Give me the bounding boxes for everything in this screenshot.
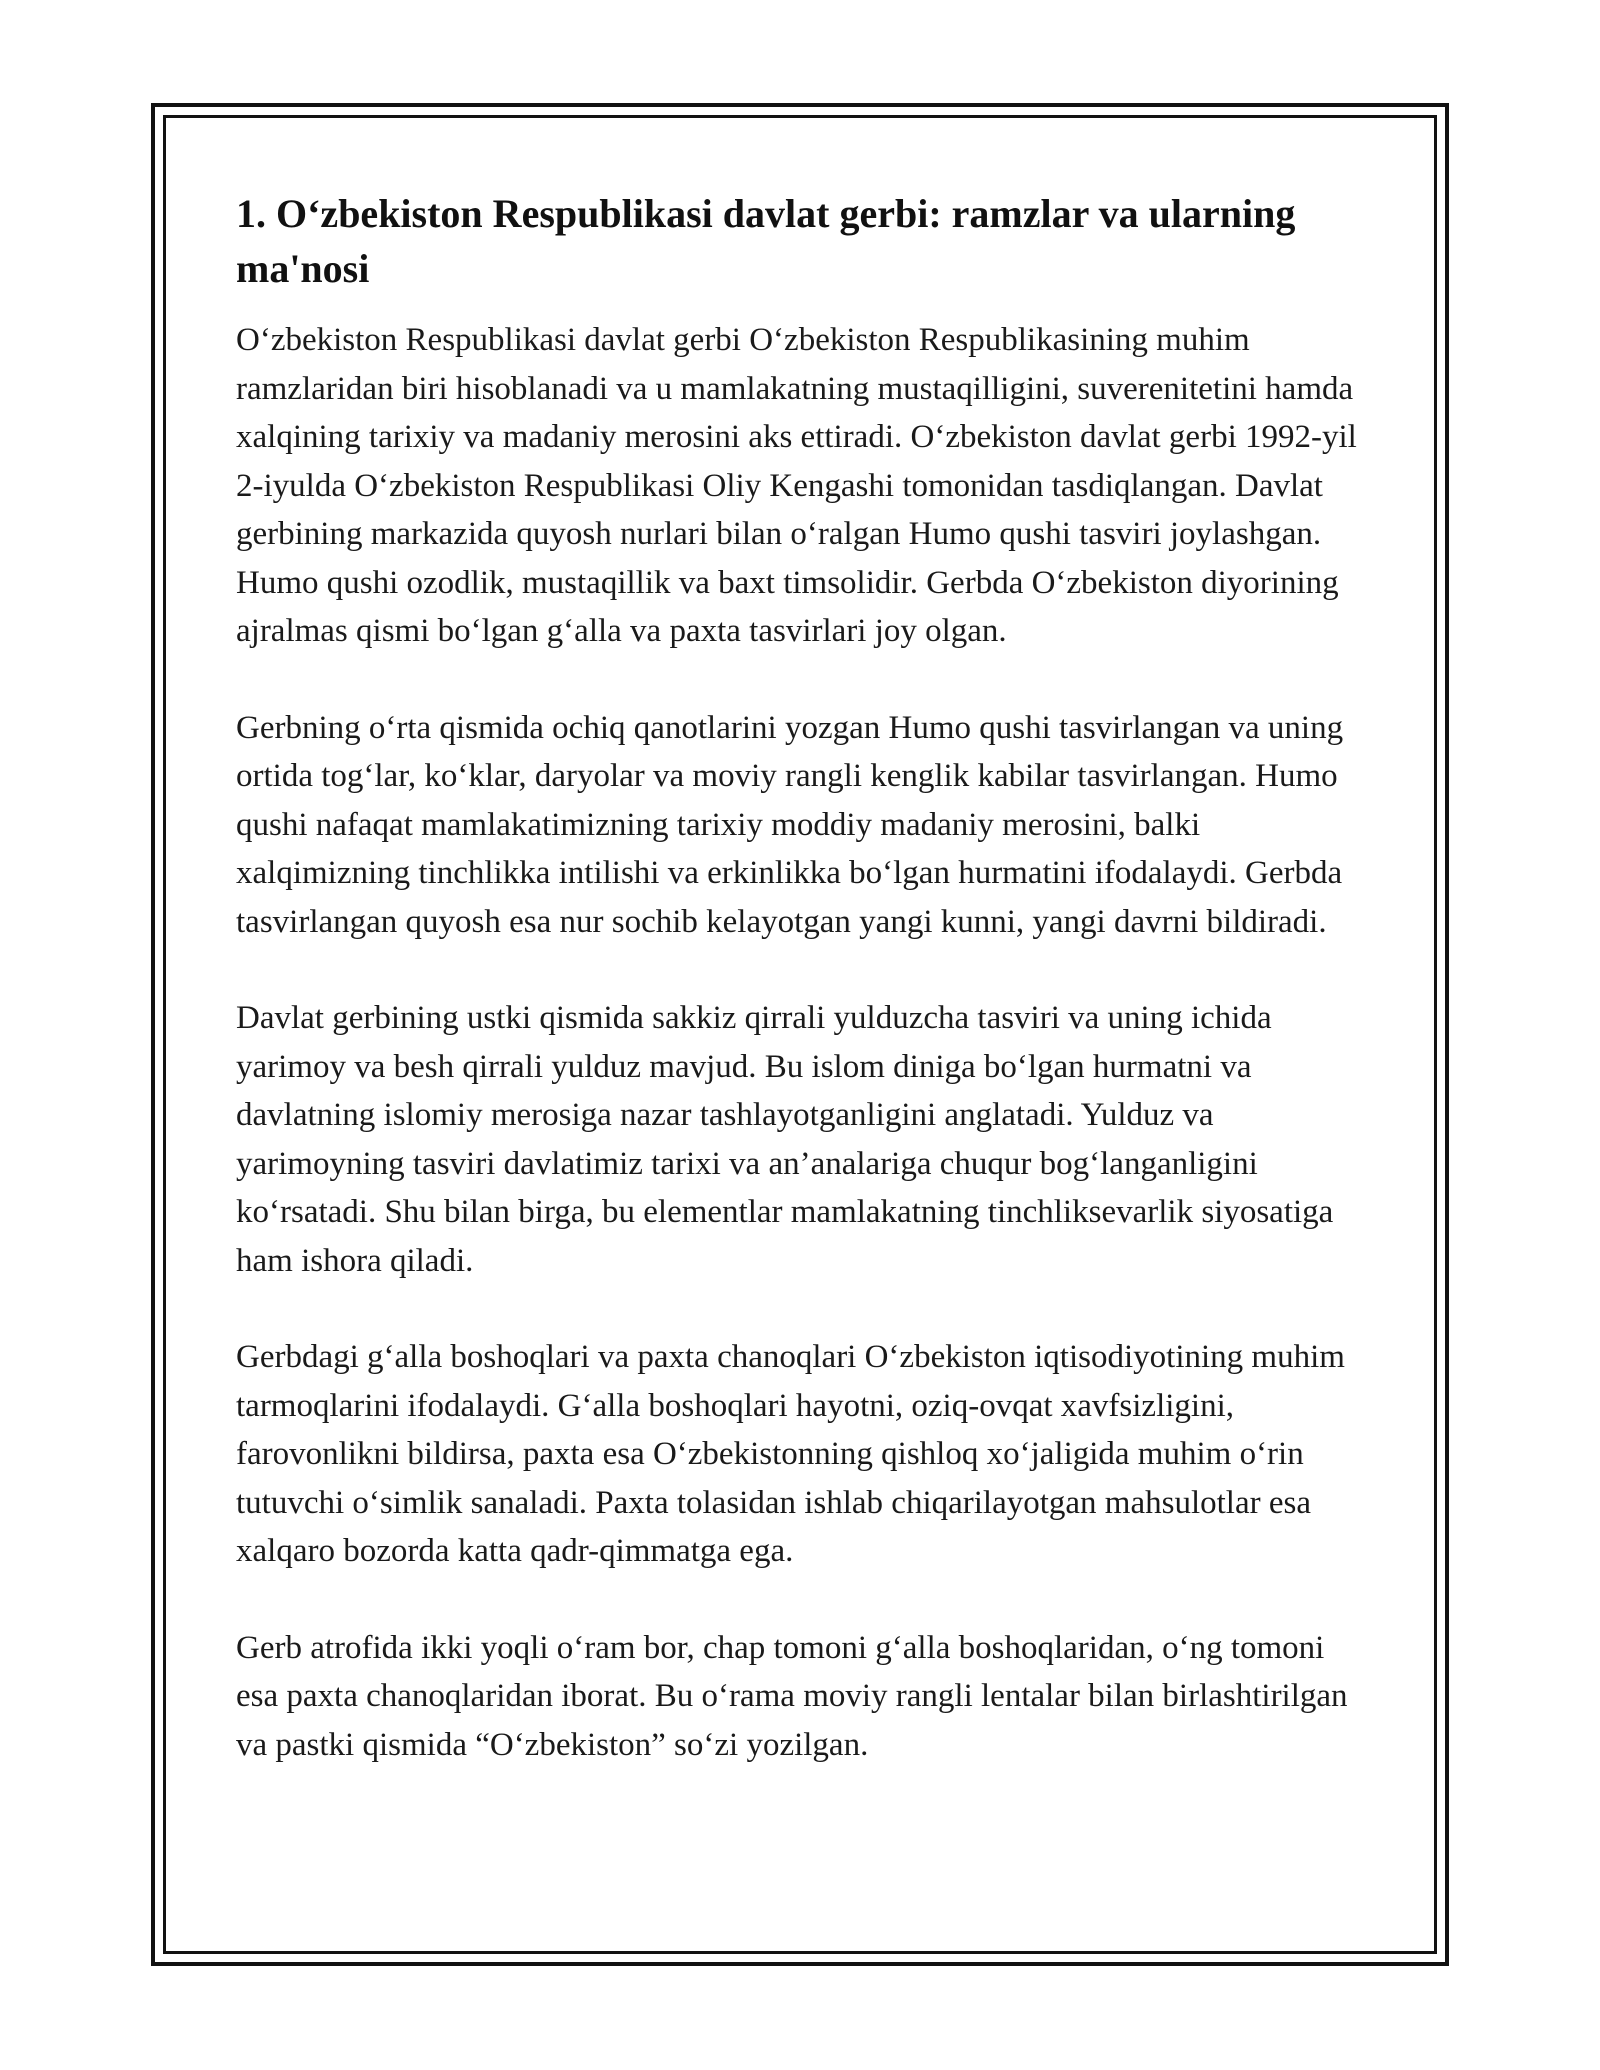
paragraph-2: Gerbning o‘rta qismida ochiq qanotlarini yozgan Humo qushi tasvirlangan va uning ortida tog‘lar, ko‘klar, daryolar va moviy rangli kenglik kabilar tasvirlangan. Humo qushi nafaqat mamlakatimizning tarixiy moddiy madaniy merosini, balki xalqimizning tinchlikka intilishi va erkinlikka bo‘lgan hurmatini ifodalaydi. Gerbda tasvirlangan quyosh esa nur sochib kelayotgan yangi kunni, yangi davrni bildiradi. <box>236 709 1344 940</box>
paragraph-5: Gerb atrofida ikki yoqli o‘ram bor, chap tomoni g‘alla boshoqlaridan, o‘ng tomoni esa paxta chanoqlaridan iborat. Bu o‘rama moviy rangli lentalar bilan birlashtirilgan va pastki qismida “O‘zbekiston” so‘zi yozilgan. <box>236 1629 1348 1763</box>
section-heading: 1. O‘zbekiston Respublikasi davlat gerbi: ramzlar va ularning ma'nosi <box>236 191 1296 291</box>
document-body <box>236 186 1366 1817</box>
paragraph-3: Davlat gerbining ustki qismida sakkiz qirrali yulduzcha tasviri va uning ichida yarimoy va besh qirrali yulduz mavjud. Bu islom diniga bo‘lgan hurmatni va davlatning islomiy merosiga nazar tashlayotganligini anglatadi. Yulduz va yarimoyning tasviri davlatimiz tarixi va an’analariga chuqur bog‘langanligini ko‘rsatadi. Shu bilan birga, bu elementlar mamlakatning tinchliksevarlik siyosatiga ham ishora qiladi. <box>236 1000 1334 1279</box>
paragraph-4: Gerbdagi g‘alla boshoqlari va paxta chanoqlari O‘zbekiston iqtisodiyotining muhim tarmoqlarini ifodalaydi. G‘alla boshoqlari hayotni, oziq-ovqat xavfsizligini, farovonlikni bildirsa, paxta esa O‘zbekistonning qishloq xo‘jaligida muhim o‘rin tutuvchi o‘simlik sanaladi. Paxta tolasidan ishlab chiqarilayotgan mahsulotlar esa xalqaro bozorda katta qadr-qimmatga ega. <box>236 1339 1345 1569</box>
paragraph-1: O‘zbekiston Respublikasi davlat gerbi O‘zbekiston Respublikasining muhim ramzlaridan biri hisoblanadi va u mamlakatning mustaqilligini, suverenitetini hamda xalqining tarixiy va madaniy merosini aks ettiradi. O‘zbekiston davlat gerbi 1992-yil 2-iyulda O‘zbekiston Respublikasi Oliy Kengashi tomonidan tasdiqlangan. Davlat gerbining markazida quyosh nurlari bilan o‘ralgan Humo qushi tasviri joylashgan. Humo qushi ozodlik, mustaqillik va baxt timsolidir. Gerbda O‘zbekiston diyorining ajralmas qismi bo‘lgan g‘alla va paxta tasvirlari joy olgan. <box>236 322 1357 649</box>
